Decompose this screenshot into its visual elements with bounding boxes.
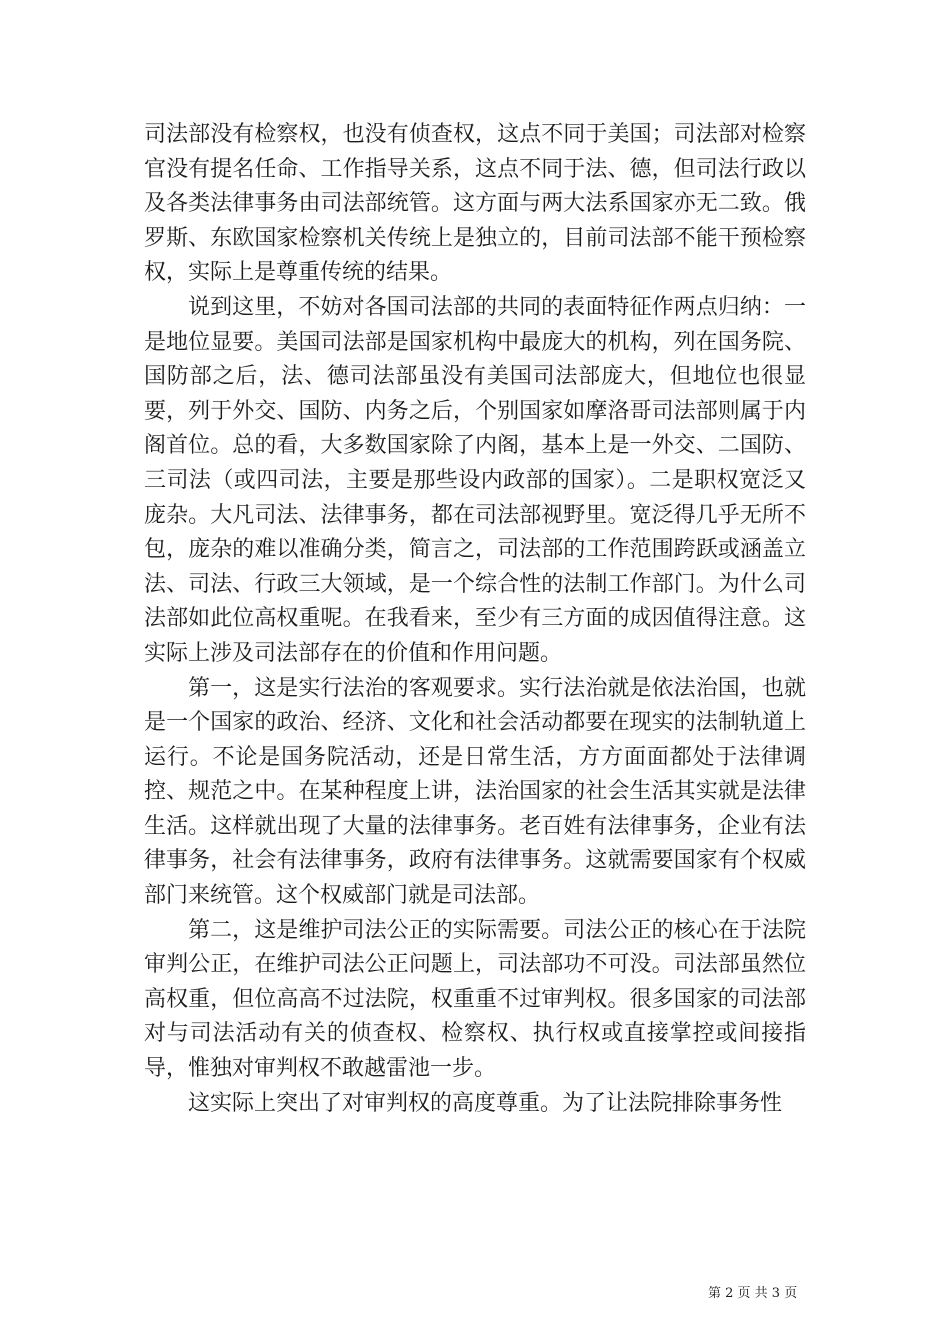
paragraph-1: 司法部没有检察权，也没有侦查权，这点不同于美国；司法部对检察官没有提名任命、工作指导关系，这点不同于法、德，但司法行政以及各类法律事务由司法部统管。这方面与两大法系国家亦无二致。俄罗斯、东欧国家检察机关传统上是独立的，目前司法部不能干预检察权，实际上是尊重传统的结果。 — [144, 122, 806, 286]
paragraph-2: 说到这里，不妨对各国司法部的共同的表面特征作两点归纳：一是地位显要。美国司法部是国家机构中最庞大的机构，列在国务院、国防部之后，法、德司法部虽没有美国司法部庞大，但地位也很显要，列于外交、国防、内务之后，个别国家如摩洛哥司法部则属于内阁首位。总的看，大多数国家除了内阁，基本上是一外交、二国防、三司法（或四司法，主要是那些设内政部的国家）。二是职权宽泛又庞杂。大凡司法、法律事务，都在司法部视野里。宽泛得几乎无所不包，庞杂的难以准确分类，简言之，司法部的工作范围跨跃或涵盖立法、司法、行政三大领域，是一个综合性的法制工作部门。为什么司法部如此位高权重呢。在我看来，至少有三方面的成因值得注意。这实际上涉及司法部存在的价值和作用问题。 — [144, 294, 806, 666]
paragraph-3: 第一，这是实行法治的客观要求。实行法治就是依法治国，也就是一个国家的政治、经济、文化和社会活动都要在现实的法制轨道上运行。不论是国务院活动，还是日常生活，方方面面都处于法律调控、规范之中。在某种程度上讲，法治国家的社会生活其实就是法律生活。这样就出现了大量的法律事务。老百姓有法律事务，企业有法律事务，社会有法律事务，政府有法律事务。这就需要国家有个权威部门来统管。这个权威部门就是司法部。 — [144, 675, 806, 909]
page-number-footer: 第 2 页 共 3 页 — [708, 1286, 798, 1301]
paragraph-4: 第二，这是维护司法公正的实际需要。司法公正的核心在于法院审判公正，在维护司法公正问题上，司法部功不可没。司法部虽然位高权重，但位高高不过法院，权重重不过审判权。很多国家的司法部对与司法活动有关的侦查权、检察权、执行权或直接掌控或间接指导，惟独对审判权不敢越雷池一步。 — [144, 917, 806, 1082]
document-body — [144, 118, 806, 1121]
paragraph-5: 这实际上突出了对审判权的高度尊重。为了让法院排除事务性 — [188, 1090, 783, 1116]
